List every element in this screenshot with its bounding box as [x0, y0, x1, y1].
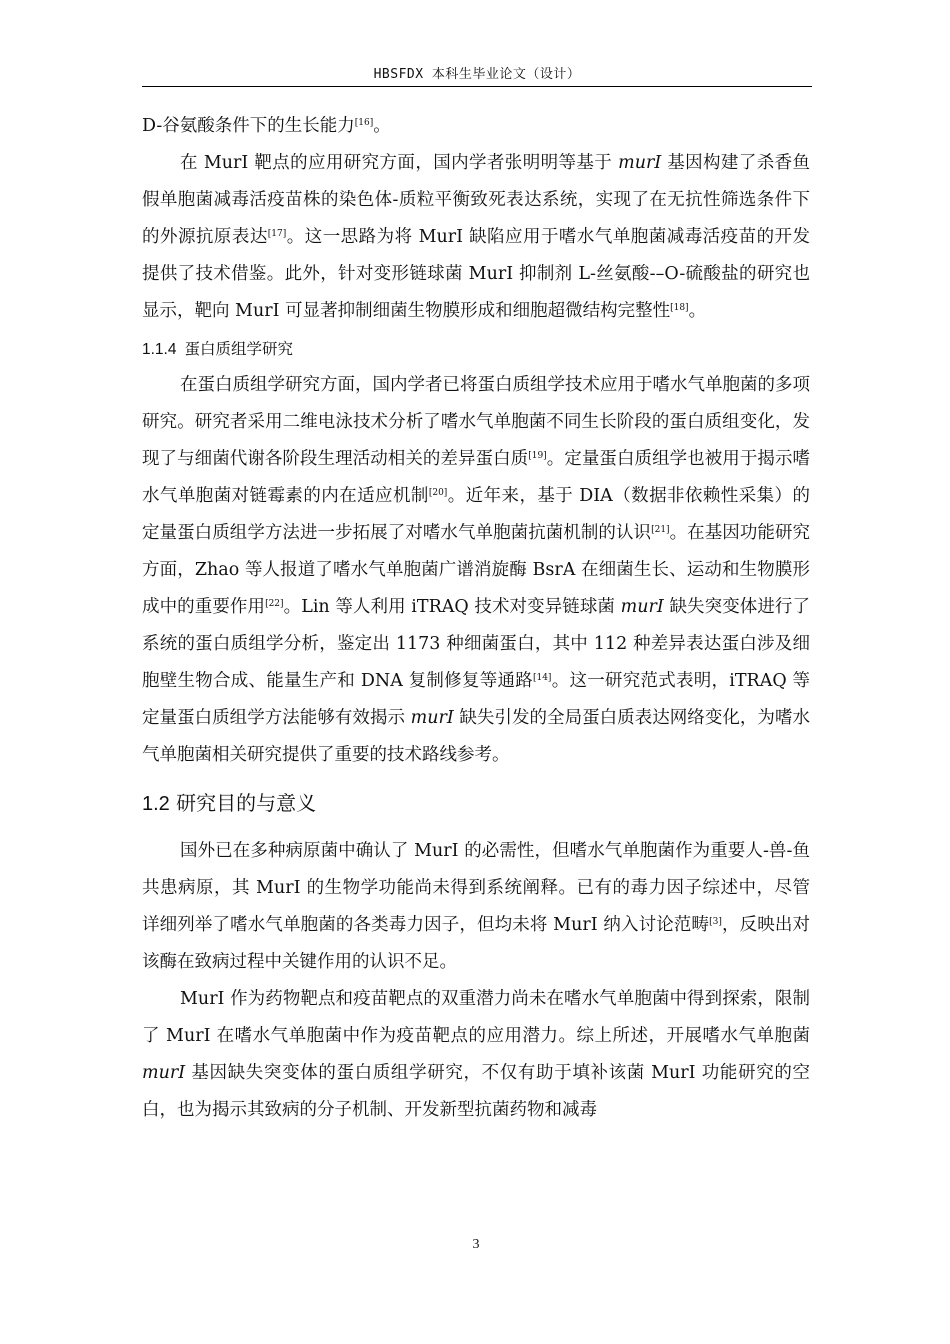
citation-ref: [22] — [265, 599, 284, 609]
section-heading-1-2 — [142, 788, 810, 819]
paragraph-purpose-2: MurI 作为药物靶点和疫苗靶点的双重潜力尚未在嗜水气单胞菌中得到探索，限制了 MurI 在嗜水气单胞菌中作为疫苗靶点的应用潜力。综上所述，开展嗜水气单胞菌 murI 基因缺失突变体的蛋白质组学研究，不仅有助于填补该菌 MurI 功能研究的空白，也为揭示其致病的分子机制、开发新型抗菌药物和减毒 — [142, 989, 810, 1120]
paragraph-purpose-1: 国外已在多种病原菌中确认了 MurI 的必需性，但嗜水气单胞菌作为重要人-兽-鱼共患病原，其 MurI 的生物学功能尚未得到系统阐释。已有的毒力因子综述中，尽管详细列举了嗜水气单胞菌的各类毒力因子，但均未将 MurI 纳入讨论范畴[3]，反映出对该酶在致病过程中关键作用的认识不足。 — [142, 841, 811, 972]
header-rule — [142, 86, 812, 87]
citation-ref: [21] — [651, 525, 670, 535]
paragraph-muri-application: 在 MurI 靶点的应用研究方面，国内学者张明明等基于 murI 基因构建了杀香鱼假单胞菌减毒活疫苗株的染色体-质粒平衡致死表达系统，实现了在无抗性筛选条件下的外源抗原表达[17]。这一思路为将 MurI 缺陷应用于嗜水气单胞菌减毒活疫苗的开发提供了技术借鉴。此外，针对变形链球菌 MurI 抑制剂 L-丝氨酸-–O-硫酸盐的研究也显示，靶向 MurI 可显著抑制细菌生物膜形成和细胞超微结构完整性[18]。 — [142, 153, 811, 321]
citation-ref: [17] — [267, 229, 287, 239]
citation-ref: [19] — [528, 451, 547, 461]
subsection-number: 1.1.4 — [142, 341, 177, 358]
gene-name: murI — [620, 597, 664, 617]
page-number: 3 — [472, 1237, 480, 1252]
paragraph-proteomics: 在蛋白质组学研究方面，国内学者已将蛋白质组学技术应用于嗜水气单胞菌的多项研究。研究者采用二维电泳技术分析了嗜水气单胞菌不同生长阶段的蛋白质组变化，发现了与细菌代谢各阶段生理活动相关的差异蛋白质[19]。定量蛋白质组学也被用于揭示嗜水气单胞菌对链霉素的内在适应机制[20]。近年来，基于 DIA（数据非依赖性采集）的定量蛋白质组学方法进一步拓展了对嗜水气单胞菌抗菌机制的认识[21]。在基因功能研究方面，Zhao 等人报道了嗜水气单胞菌广谱消旋酶 BsrA 在细菌生长、运动和生物膜形成中的重要作用[22]。Lin 等人利用 iTRAQ 技术对变异链球菌 murI 缺失突变体进行了系统的蛋白质组学分析，鉴定出 1173 种细菌蛋白，其中 112 种差异表达蛋白涉及细胞壁生物合成、能量生产和 DNA 复制修复等通路[14]。这一研究范式表明，iTRAQ 等定量蛋白质组学方法能够有效揭示 murI 缺失引发的全局蛋白质表达网络变化，为嗜水气单胞菌相关研究提供了重要的技术路线参考。 — [142, 375, 811, 765]
section-number: 1.2 — [142, 793, 170, 815]
citation-ref: [3] — [709, 917, 722, 927]
gene-name: murI — [618, 153, 662, 173]
paragraph-continued: D-谷氨酸条件下的生长能力[16]。 — [142, 116, 391, 136]
section-title: 研究目的与意义 — [169, 791, 317, 815]
citation-ref: [16] — [354, 118, 374, 128]
citation-ref: [20] — [428, 488, 448, 498]
page-body — [142, 108, 810, 1129]
citation-ref: [18] — [670, 303, 689, 313]
running-header: HBSFDX 本科生毕业论文（设计） — [373, 67, 581, 82]
subsection-title: 蛋白质组学研究 — [184, 340, 293, 358]
gene-name: murI — [410, 708, 454, 728]
subsection-heading-1-1-4 — [142, 336, 810, 363]
gene-name: murI — [142, 1063, 186, 1083]
citation-ref: [14] — [532, 673, 552, 683]
